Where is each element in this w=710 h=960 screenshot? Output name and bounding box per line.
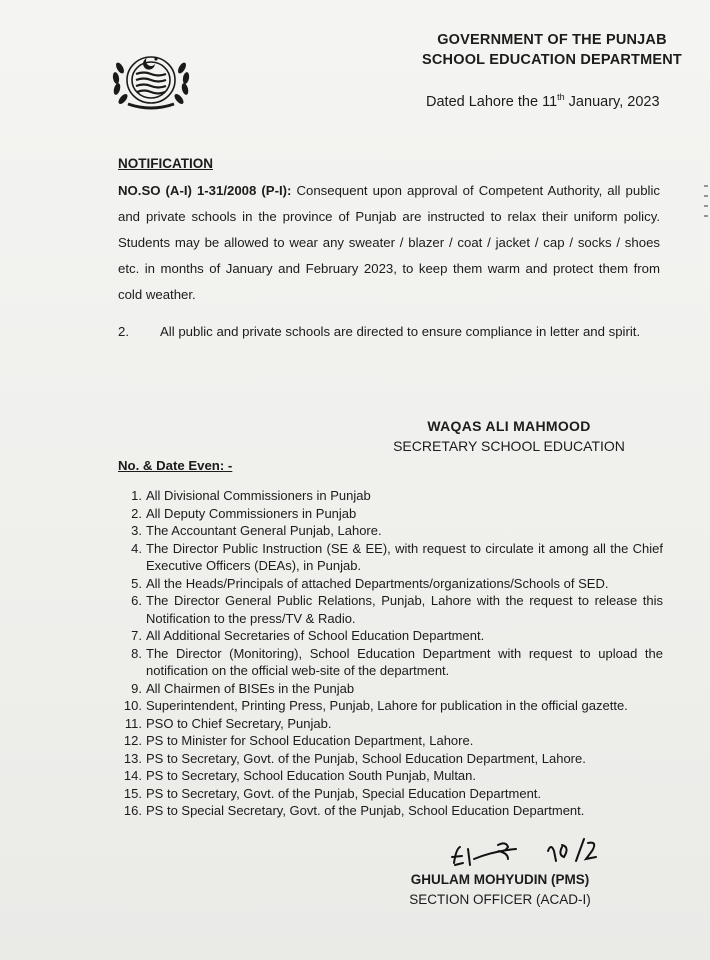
distribution-item-text: PS to Secretary, School Education South Punjab, Multan. (146, 768, 477, 783)
distribution-item-text: PSO to Chief Secretary, Punjab. (146, 715, 332, 731)
distribution-item-text: Superintendent, Printing Press, Punjab, Lahore for publication in the official gazette. (146, 698, 628, 713)
distribution-item-number: 12. (123, 733, 142, 748)
page-edge-mark (704, 182, 708, 222)
distribution-item-number: 15. (123, 785, 142, 801)
section-officer-title: SECTION OFFICER (ACAD-I) (409, 892, 591, 907)
distribution-item (118, 540, 663, 575)
date-suffix-th: th (557, 92, 565, 102)
government-title: GOVERNMENT OF THE PUNJAB (437, 32, 667, 48)
date-month-year: January, 2023 (564, 93, 660, 110)
distribution-item (118, 785, 663, 803)
document-header (412, 30, 692, 70)
paragraph-2-text: All public and private schools are directed to ensure compliance in letter and spirit. (160, 324, 641, 339)
dated-line (426, 92, 660, 110)
distribution-item-number: 5. (131, 575, 142, 591)
distribution-item (118, 487, 663, 505)
distribution-item (118, 680, 663, 698)
distribution-item (118, 505, 663, 523)
distribution-item-number: 14. (123, 768, 142, 783)
distribution-item-text: The Director Public Instruction (SE & EE), with request to circulate it among all the Chief Executive Officers (DEAs), in Punjab. (146, 540, 663, 573)
department-title: SCHOOL EDUCATION DEPARTMENT (422, 52, 682, 68)
section-officer-signature-block (385, 870, 615, 910)
notification-paragraph-1 (118, 178, 660, 308)
distribution-item-text: All the Heads/Principals of attached Departments/organizations/Schools of SED. (146, 575, 609, 591)
punjab-government-emblem-icon (106, 44, 196, 112)
distribution-item-text: All Deputy Commissioners in Punjab (146, 505, 357, 521)
distribution-item-number: 1. (131, 488, 142, 503)
notification-reference: NO.SO (A-I) 1-31/2008 (P-I): (118, 183, 292, 198)
distribution-item (118, 802, 663, 820)
distribution-item-text: The Director (Monitoring), School Education Department with request to upload the notification on the official web-site of the department. (146, 645, 663, 678)
section-officer-name: GHULAM MOHYUDIN (PMS) (410, 872, 590, 887)
distribution-heading: No. & Date Even: - (118, 458, 233, 473)
distribution-item-text: PS to Secretary, Govt. of the Punjab, School Education Department, Lahore. (146, 750, 586, 766)
notification-title: NOTIFICATION (118, 156, 213, 171)
paragraph-2-number: 2. (118, 324, 129, 339)
distribution-item-text: PS to Secretary, Govt. of the Punjab, Special Education Department. (146, 785, 542, 801)
distribution-item-number: 4. (131, 540, 142, 556)
distribution-item (118, 522, 663, 540)
distribution-item-number: 9. (131, 680, 142, 696)
distribution-item (118, 697, 663, 715)
paragraph-1-text: Consequent upon approval of Competent Authority, all public and private schools in the province of Punjab are instructed to relax their uniform policy. Students may be allowed to wear any sweater / blazer / coat / jacket / cap / socks / shoes etc. in months of January and February 2023, to keep them warm and protect them from cold weather. (118, 183, 660, 302)
distribution-item-number: 3. (131, 523, 142, 538)
distribution-item (118, 575, 663, 593)
distribution-item-number: 8. (131, 645, 142, 661)
distribution-item-number: 2. (131, 505, 142, 521)
distribution-item-number: 10. (123, 698, 142, 713)
distribution-item (118, 645, 663, 680)
distribution-item-text: All Divisional Commissioners in Punjab (146, 488, 371, 503)
distribution-item-text: The Director General Public Relations, Punjab, Lahore with the request to release this Notification to the press/TV & Radio. (146, 593, 663, 626)
distribution-item-number: 16. (123, 803, 142, 818)
distribution-item-text: PS to Special Secretary, Govt. of the Punjab, School Education Department. (146, 803, 585, 818)
date-prefix: Dated Lahore the 11 (426, 93, 558, 110)
secretary-title: SECRETARY SCHOOL EDUCATION (393, 438, 625, 454)
distribution-item (118, 767, 663, 785)
distribution-item (118, 715, 663, 733)
distribution-item (118, 732, 663, 750)
handwritten-signature-icon (448, 835, 628, 875)
secretary-name: WAQAS ALI MAHMOOD (427, 418, 591, 434)
distribution-item-text: PS to Minister for School Education Department, Lahore. (146, 733, 474, 748)
distribution-item-text: All Chairmen of BISEs in the Punjab (146, 680, 355, 696)
distribution-item-number: 11. (124, 715, 142, 731)
notification-paragraph-2 (118, 318, 660, 346)
distribution-item-number: 6. (131, 593, 142, 608)
distribution-item-number: 13. (123, 750, 142, 766)
distribution-item (118, 750, 663, 768)
distribution-item (118, 592, 663, 627)
distribution-item (118, 627, 663, 645)
distribution-item-text: The Accountant General Punjab, Lahore. (146, 523, 382, 538)
distribution-item-number: 7. (131, 628, 142, 643)
distribution-list (118, 487, 663, 820)
secretary-signature-block (384, 416, 634, 456)
distribution-item-text: All Additional Secretaries of School Education Department. (146, 628, 485, 643)
